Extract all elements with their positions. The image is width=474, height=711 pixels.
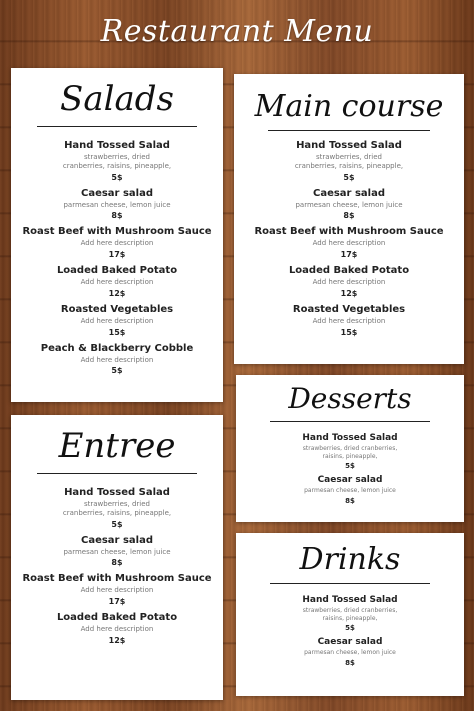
menu-item	[234, 304, 464, 337]
entree-divider	[37, 473, 197, 474]
main-course-title: Main course	[254, 89, 444, 124]
item-price: 5$	[111, 172, 123, 182]
menu-item	[236, 595, 464, 632]
menu-item	[236, 475, 464, 505]
item-name: Loaded Baked Potato	[56, 265, 178, 276]
item-name: Hand Tossed Salad	[64, 487, 170, 498]
menu-item	[11, 304, 223, 337]
item-price: 5$	[111, 519, 123, 529]
item-price: 5$	[343, 172, 355, 182]
item-price: 17$	[108, 250, 126, 259]
menu-item	[11, 226, 223, 259]
item-description: parmesan cheese, lemon juice	[295, 200, 403, 209]
item-price: 15$	[340, 327, 358, 337]
item-name: Roasted Vegetables	[292, 303, 406, 315]
item-name: Caesar salad	[317, 475, 383, 485]
item-name: Roasted Vegetables	[60, 303, 174, 315]
entree-list	[11, 487, 223, 645]
item-price: 17$	[108, 597, 126, 606]
item-price: 8$	[345, 496, 355, 505]
salads-title: Salads	[60, 79, 174, 119]
item-price: 8$	[111, 558, 123, 568]
item-description: Add here description	[80, 355, 154, 364]
item-name: Loaded Baked Potato	[288, 265, 410, 276]
item-name: Hand Tossed Salad	[302, 595, 398, 605]
item-name: Roast Beef with Mushroom Sauce	[254, 226, 444, 238]
menu-item	[234, 226, 464, 259]
menu-item	[236, 637, 464, 667]
menu-item	[234, 265, 464, 298]
item-description: Add here description	[312, 316, 386, 325]
salads-card	[11, 68, 223, 402]
item-description: Add here description	[80, 278, 154, 286]
item-price: 12$	[108, 288, 126, 298]
item-description: Add here description	[312, 239, 386, 248]
item-name: Loaded Baked Potato	[56, 612, 178, 623]
desserts-list	[236, 433, 464, 505]
item-description: parmesan cheese, lemon juice	[304, 487, 396, 494]
item-description: parmesan cheese, lemon juice	[304, 649, 396, 656]
item-description: strawberries, dried cranberries, raisins, pineapple,	[62, 153, 172, 170]
item-name: Hand Tossed Salad	[64, 140, 170, 151]
main-course-list	[234, 140, 464, 337]
drinks-divider	[270, 583, 430, 584]
item-description: strawberries, dried cranberries, raisins, pineapple,	[302, 445, 398, 460]
item-name: Caesar salad	[80, 187, 154, 199]
item-description: Add here description	[312, 278, 386, 286]
drinks-title: Drinks	[299, 542, 401, 577]
menu-item	[234, 140, 464, 182]
item-name: Peach & Blackberry Cobble	[40, 342, 194, 354]
entree-card	[11, 415, 223, 700]
item-price: 15$	[108, 327, 126, 337]
menu-item	[11, 188, 223, 221]
item-name: Caesar salad	[317, 637, 383, 647]
item-price: 5$	[345, 624, 355, 632]
item-description: Add here description	[80, 586, 154, 595]
menu-item	[11, 487, 223, 529]
drinks-list	[236, 595, 464, 667]
item-price: 12$	[108, 635, 126, 645]
item-name: Roast Beef with Mushroom Sauce	[22, 226, 212, 238]
menu-item	[236, 433, 464, 470]
desserts-title: Desserts	[288, 382, 412, 415]
menu-item	[11, 343, 223, 376]
item-description: parmesan cheese, lemon juice	[63, 547, 171, 556]
menu-item	[234, 188, 464, 221]
item-price: 8$	[343, 211, 355, 221]
item-description: strawberries, dried cranberries, raisins, pineapple,	[62, 500, 172, 517]
menu-item	[11, 265, 223, 298]
menu-item	[11, 140, 223, 182]
drinks-card	[236, 533, 464, 696]
item-name: Caesar salad	[80, 534, 154, 546]
salads-list	[11, 140, 223, 375]
item-description: Add here description	[80, 239, 154, 248]
item-description: strawberries, dried cranberries, raisins, pineapple,	[302, 607, 398, 622]
item-name: Hand Tossed Salad	[296, 140, 402, 151]
item-price: 8$	[345, 658, 355, 667]
item-description: strawberries, dried cranberries, raisins, pineapple,	[294, 153, 404, 170]
item-name: Caesar salad	[312, 187, 386, 199]
menu-item	[11, 535, 223, 568]
main-course-card	[234, 74, 464, 364]
item-name: Roast Beef with Mushroom Sauce	[22, 573, 212, 585]
item-description: Add here description	[80, 625, 154, 633]
menu-item	[11, 612, 223, 645]
menu-item	[11, 573, 223, 606]
page-title: Restaurant Menu	[100, 14, 374, 49]
desserts-card	[236, 375, 464, 522]
item-name: Hand Tossed Salad	[302, 433, 398, 443]
item-price: 8$	[111, 211, 123, 221]
desserts-divider	[270, 421, 430, 422]
entree-title: Entree	[58, 426, 176, 466]
item-price: 5$	[345, 462, 355, 470]
item-price: 17$	[340, 250, 358, 259]
salads-divider	[37, 126, 197, 127]
main-course-divider	[268, 130, 430, 131]
item-price: 5$	[111, 366, 123, 376]
item-description: parmesan cheese, lemon juice	[63, 200, 171, 209]
item-description: Add here description	[80, 316, 154, 325]
item-price: 12$	[340, 288, 358, 298]
